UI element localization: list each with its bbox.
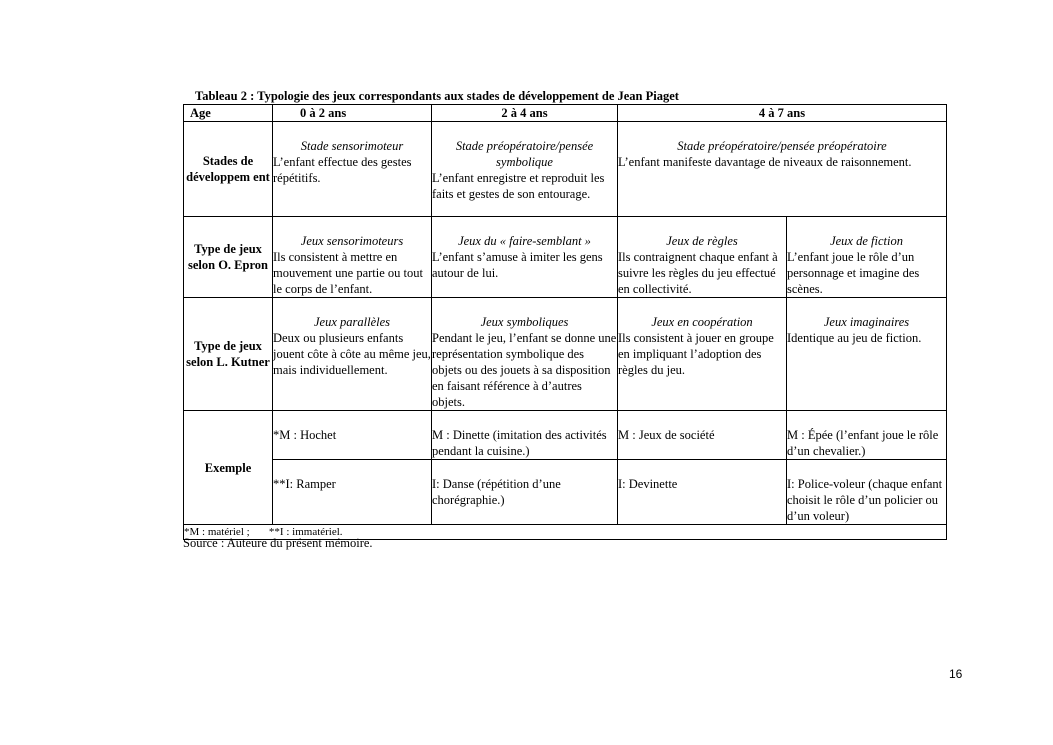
kutner-title-3: Jeux en coopération xyxy=(651,315,753,329)
kutner-title-2: Jeux symboliques xyxy=(480,315,569,329)
row-label-exemple: Exemple xyxy=(184,411,273,525)
kutner-cell-3 xyxy=(618,298,787,411)
epron-cell-1 xyxy=(273,217,432,298)
kutner-title-1: Jeux parallèles xyxy=(313,315,390,329)
exemple-m-2: M : Dinette (imitation des activités pendant la cuisine.) xyxy=(432,411,618,460)
header-2-4: 2 à 4 ans xyxy=(432,105,618,122)
kutner-text-1: Deux ou plusieurs enfants jouent côte à côte au même jeu, mais individuellement. xyxy=(273,331,431,377)
stades-text-2-4: L’enfant enregistre et reproduit les faits et gestes de son entourage. xyxy=(432,171,605,201)
kutner-row xyxy=(184,298,947,411)
stades-cell-0-2 xyxy=(273,122,432,217)
row-label-stades: Stades de développem ent xyxy=(184,122,273,217)
kutner-text-2: Pendant le jeu, l’enfant se donne une représentation symbolique des objets ou des jouets à sa disposition en faisant référence à d’autres objets. xyxy=(432,331,617,409)
epron-text-4: L’enfant joue le rôle d’un personnage et imagine des scènes. xyxy=(787,250,920,296)
header-age: Age xyxy=(184,105,273,122)
exemple-row-materiel xyxy=(184,411,947,460)
epron-text-2: L’enfant s’amuse à imiter les gens autour de lui. xyxy=(432,250,603,280)
epron-title-3: Jeux de règles xyxy=(666,234,738,248)
epron-title-1: Jeux sensorimoteurs xyxy=(300,234,404,248)
stades-text-0-2: L’enfant effectue des gestes répétitifs. xyxy=(273,155,412,185)
stades-cell-2-4 xyxy=(432,122,618,217)
exemple-i-1: **I: Ramper xyxy=(273,460,432,525)
kutner-cell-1 xyxy=(273,298,432,411)
exemple-m-1: *M : Hochet xyxy=(273,411,432,460)
exemple-i-2: I: Danse (répétition d’une chorégraphie.) xyxy=(432,460,618,525)
kutner-cell-4 xyxy=(787,298,947,411)
epron-row xyxy=(184,217,947,298)
page-number: 16 xyxy=(949,667,963,681)
exemple-m-3: M : Jeux de société xyxy=(618,411,787,460)
kutner-text-3: Ils consistent à jouer en groupe en impliquant l’adoption des règles du jeu. xyxy=(618,331,774,377)
stades-title-0-2: Stade sensorimoteur xyxy=(300,139,404,153)
exemple-i-3: I: Devinette xyxy=(618,460,787,525)
stades-cell-4-7 xyxy=(618,122,947,217)
epron-text-1: Ils consistent à mettre en mouvement une partie ou tout le corps de l’enfant. xyxy=(273,250,423,296)
header-4-7: 4 à 7 ans xyxy=(618,105,947,122)
exemple-i-4: I: Police-voleur (chaque enfant choisit le rôle d’un policier ou d’un voleur) xyxy=(787,460,947,525)
epron-cell-3 xyxy=(618,217,787,298)
stades-title-4-7: Stade préopératoire/pensée préopératoire xyxy=(677,139,887,153)
kutner-text-4: Identique au jeu de fiction. xyxy=(787,331,922,345)
kutner-cell-2 xyxy=(432,298,618,411)
header-row xyxy=(184,105,947,122)
kutner-title-4: Jeux imaginaires xyxy=(823,315,910,329)
epron-title-4: Jeux de fiction xyxy=(830,234,903,248)
source-note: Source : Auteure du présent mémoire. xyxy=(183,536,373,550)
stades-text-4-7: L’enfant manifeste davantage de niveaux de raisonnement. xyxy=(618,155,912,169)
epron-title-2: Jeux du « faire-semblant » xyxy=(458,234,591,248)
epron-cell-2 xyxy=(432,217,618,298)
epron-text-3: Ils contraignent chaque enfant à suivre les règles du jeu effectué en collectivité. xyxy=(618,250,778,296)
exemple-m-4: M : Épée (l’enfant joue le rôle d’un chevalier.) xyxy=(787,411,947,460)
table-caption: Tableau 2 : Typologie des jeux correspondants aux stades de développement de Jean Piaget xyxy=(195,89,679,103)
stades-row xyxy=(184,122,947,217)
row-label-kutner: Type de jeux selon L. Kutner xyxy=(184,298,273,411)
epron-cell-4 xyxy=(787,217,947,298)
footnote: *M : matériel ; **I : immatériel. xyxy=(184,525,947,540)
exemple-row-immateriel xyxy=(184,460,947,525)
row-label-epron: Type de jeux selon O. Epron xyxy=(184,217,273,298)
piaget-table xyxy=(183,104,947,540)
stades-title-2-4: Stade préopératoire/pensée symbolique xyxy=(455,139,594,169)
header-0-2: 0 à 2 ans xyxy=(273,105,432,122)
